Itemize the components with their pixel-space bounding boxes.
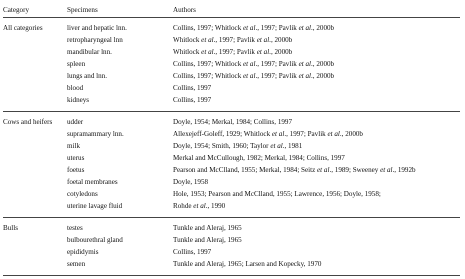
category-cell bbox=[3, 71, 67, 83]
category-cell bbox=[3, 189, 67, 201]
authors-cell: Collins, 1997; Whitlock et al., 1997; Pavlik et al., 2000b bbox=[173, 24, 335, 33]
authors-cell: Collins, 1997; Whitlock et al., 1997; Pavlik et al., 2000b bbox=[173, 72, 335, 81]
category-cell: Cows and heifers bbox=[3, 112, 67, 130]
header-row bbox=[3, 0, 460, 18]
specimen-cell: uterine lavage fluid bbox=[67, 202, 123, 211]
specimen-cell: mandibular lnn. bbox=[67, 48, 112, 57]
category-cell bbox=[3, 259, 67, 276]
authors-cell: Collins, 1997; Whitlock et al., 1997; Pavlik et al., 2000b bbox=[173, 60, 335, 69]
specimen-cell: epididymis bbox=[67, 248, 99, 257]
specimen-cell: liver and hepatic lnn. bbox=[67, 24, 127, 33]
specimen-cell: spleen bbox=[67, 60, 86, 69]
table-row bbox=[3, 35, 460, 47]
table-row bbox=[3, 112, 460, 130]
table-row bbox=[3, 247, 460, 259]
category-cell: All categories bbox=[3, 24, 43, 33]
authors-cell: Rohde et al., 1990 bbox=[173, 202, 226, 211]
table-row bbox=[3, 95, 460, 112]
specimen-cell: testes bbox=[67, 218, 173, 236]
authors-cell: Collins, 1997 bbox=[173, 84, 212, 93]
specimen-cell: bulbourethral gland bbox=[67, 236, 123, 245]
table-row bbox=[3, 18, 460, 36]
category-cell bbox=[3, 141, 67, 153]
specimen-cell: foetus bbox=[67, 166, 85, 175]
specimen-cell: cotyledons bbox=[67, 190, 98, 199]
table-row bbox=[3, 189, 460, 201]
table-row bbox=[3, 201, 460, 218]
category-cell bbox=[3, 177, 67, 189]
authors-cell: Doyle, 1958 bbox=[173, 178, 209, 187]
table-row bbox=[3, 165, 460, 177]
category-cell bbox=[3, 201, 67, 218]
table-row bbox=[3, 71, 460, 83]
specimen-cell: blood bbox=[67, 84, 84, 93]
table-row bbox=[3, 141, 460, 153]
specimen-cell: supramammary lnn. bbox=[67, 130, 124, 139]
table-row bbox=[3, 259, 460, 276]
authors-cell: Tunkle and Aleraj, 1965; Larsen and Kopecky, 1970 bbox=[173, 259, 460, 276]
authors-cell: Whitlock et al., 1997; Pavlik et al., 2000b bbox=[173, 48, 293, 57]
table-row bbox=[3, 177, 460, 189]
table-body bbox=[3, 18, 460, 276]
authors-cell: Collins, 1997 bbox=[173, 96, 212, 105]
specimen-cell: kidneys bbox=[67, 96, 90, 105]
table-row bbox=[3, 129, 460, 141]
authors-cell: Tunkle and Aleraj, 1965 bbox=[173, 218, 460, 236]
authors-cell: Collins, 1997 bbox=[173, 248, 212, 257]
category-cell bbox=[3, 83, 67, 95]
category-cell bbox=[3, 47, 67, 59]
category-cell bbox=[3, 153, 67, 165]
category-cell bbox=[3, 59, 67, 71]
specimens-table bbox=[3, 0, 460, 276]
authors-cell: Allexejeff-Goleff, 1929; Whitlock et al., 1997; Pavlik et al., 2000b bbox=[173, 130, 363, 139]
table-row bbox=[3, 218, 460, 236]
authors-cell: Doyle, 1954; Smith, 1960; Taylor et al., 1981 bbox=[173, 142, 303, 151]
authors-cell: Merkal and McCullough, 1982; Merkal, 1984; Collins, 1997 bbox=[173, 154, 345, 163]
table-header bbox=[3, 0, 460, 18]
table-row bbox=[3, 153, 460, 165]
specimen-cell: uterus bbox=[67, 154, 85, 163]
authors-cell: Hole, 1953; Pearson and McClland, 1955; Lawrence, 1956; Doyle, 1958; bbox=[173, 190, 381, 199]
authors-cell: Whitlock et al., 1997; Pavlik et al., 2000b bbox=[173, 36, 293, 45]
header-authors: Authors bbox=[173, 0, 460, 18]
table-row bbox=[3, 235, 460, 247]
authors-cell: Pearson and McClland, 1955; Merkal, 1984; Seitz et al., 1989; Sweeney et al., 1992b bbox=[173, 166, 416, 175]
table-row bbox=[3, 59, 460, 71]
header-category: Category bbox=[3, 0, 67, 18]
specimen-cell: milk bbox=[67, 142, 81, 151]
category-cell bbox=[3, 247, 67, 259]
category-cell bbox=[3, 129, 67, 141]
table-row bbox=[3, 47, 460, 59]
category-cell: Bulls bbox=[3, 218, 67, 236]
category-cell bbox=[3, 165, 67, 177]
header-specimens: Specimens bbox=[67, 0, 173, 18]
specimen-cell: semen bbox=[67, 259, 173, 276]
category-cell bbox=[3, 235, 67, 247]
category-cell bbox=[3, 35, 67, 47]
table-row bbox=[3, 83, 460, 95]
specimen-cell: foetal membranes bbox=[67, 178, 118, 187]
authors-cell: Doyle, 1954; Merkal, 1984; Collins, 1997 bbox=[173, 112, 460, 130]
specimen-cell: lungs and lnn. bbox=[67, 72, 107, 81]
authors-cell: Tunkle and Aleraj, 1965 bbox=[173, 236, 242, 245]
category-cell bbox=[3, 95, 67, 112]
specimen-cell: retropharyngeal lnn bbox=[67, 36, 123, 45]
specimen-cell: udder bbox=[67, 112, 173, 130]
